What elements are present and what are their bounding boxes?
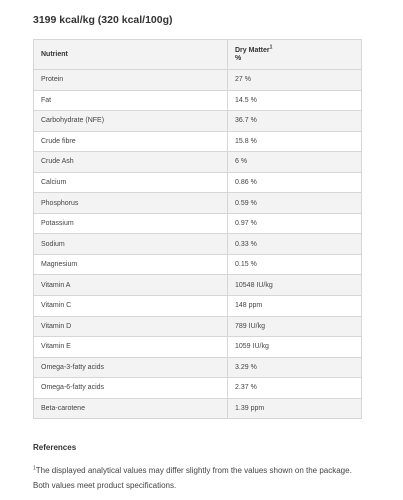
nutrient-name-cell: Fat [34,90,228,111]
dry-matter-value-cell: 0.33 % [228,234,362,255]
dry-matter-unit: % [235,54,242,62]
footnote-marker: 1 [33,465,36,472]
nutrient-name-cell: Omega-6-fatty acids [34,378,228,399]
table-row [34,337,362,358]
dry-matter-value-cell: 36.7 % [228,111,362,132]
references-note-text: The displayed analytical values may differ slightly from the values shown on the package. Both values meet product specifications. [33,466,352,490]
table-row [34,152,362,173]
nutrient-name-cell: Protein [34,70,228,91]
references-title: References [33,443,77,452]
dry-matter-value-cell: 0.97 % [228,213,362,234]
table-row [34,234,362,255]
dry-matter-value-cell: 0.15 % [228,254,362,275]
nutrient-name-cell: Magnesium [34,254,228,275]
column-header-nutrient: Nutrient [34,40,228,70]
nutrient-name-cell: Vitamin A [34,275,228,296]
table-row [34,90,362,111]
nutrient-name-cell: Crude fibre [34,131,228,152]
table-row [34,316,362,337]
dry-matter-value-cell: 3.29 % [228,357,362,378]
table-row [34,296,362,317]
table-row [34,111,362,132]
dry-matter-value-cell: 1.39 ppm [228,398,362,419]
nutrient-name-cell: Potassium [34,213,228,234]
dry-matter-label: Dry Matter [235,46,270,54]
energy-heading: 3199 kcal/kg (320 kcal/100g) [33,14,173,26]
table-row [34,254,362,275]
nutrient-name-cell: Crude Ash [34,152,228,173]
nutrient-name-cell: Omega-3-fatty acids [34,357,228,378]
dry-matter-value-cell: 27 % [228,70,362,91]
dry-matter-value-cell: 6 % [228,152,362,173]
table-row [34,193,362,214]
column-header-dry-matter [228,40,362,70]
nutrient-name-cell: Carbohydrate (NFE) [34,111,228,132]
dry-matter-value-cell: 789 IU/kg [228,316,362,337]
table-row [34,378,362,399]
nutrient-name-cell: Vitamin D [34,316,228,337]
nutrient-name-cell: Beta-carotene [34,398,228,419]
nutrient-name-cell: Phosphorus [34,193,228,214]
dry-matter-value-cell: 2.37 % [228,378,362,399]
table-header-row [34,40,362,70]
table-row [34,70,362,91]
nutrient-name-cell: Calcium [34,172,228,193]
dry-matter-value-cell: 0.86 % [228,172,362,193]
dry-matter-value-cell: 148 ppm [228,296,362,317]
table-row [34,213,362,234]
references-note [33,463,363,493]
table-row [34,398,362,419]
dry-matter-value-cell: 1059 IU/kg [228,337,362,358]
nutrient-name-cell: Sodium [34,234,228,255]
nutrient-name-cell: Vitamin C [34,296,228,317]
table-row [34,275,362,296]
table-row [34,357,362,378]
table-body [34,70,362,419]
dry-matter-value-cell: 15.8 % [228,131,362,152]
nutrient-name-cell: Vitamin E [34,337,228,358]
dry-matter-value-cell: 14.5 % [228,90,362,111]
dry-matter-value-cell: 10548 IU/kg [228,275,362,296]
table-row [34,131,362,152]
table-row [34,172,362,193]
footnote-marker: 1 [269,44,273,51]
nutrient-table [33,39,362,419]
dry-matter-value-cell: 0.59 % [228,193,362,214]
